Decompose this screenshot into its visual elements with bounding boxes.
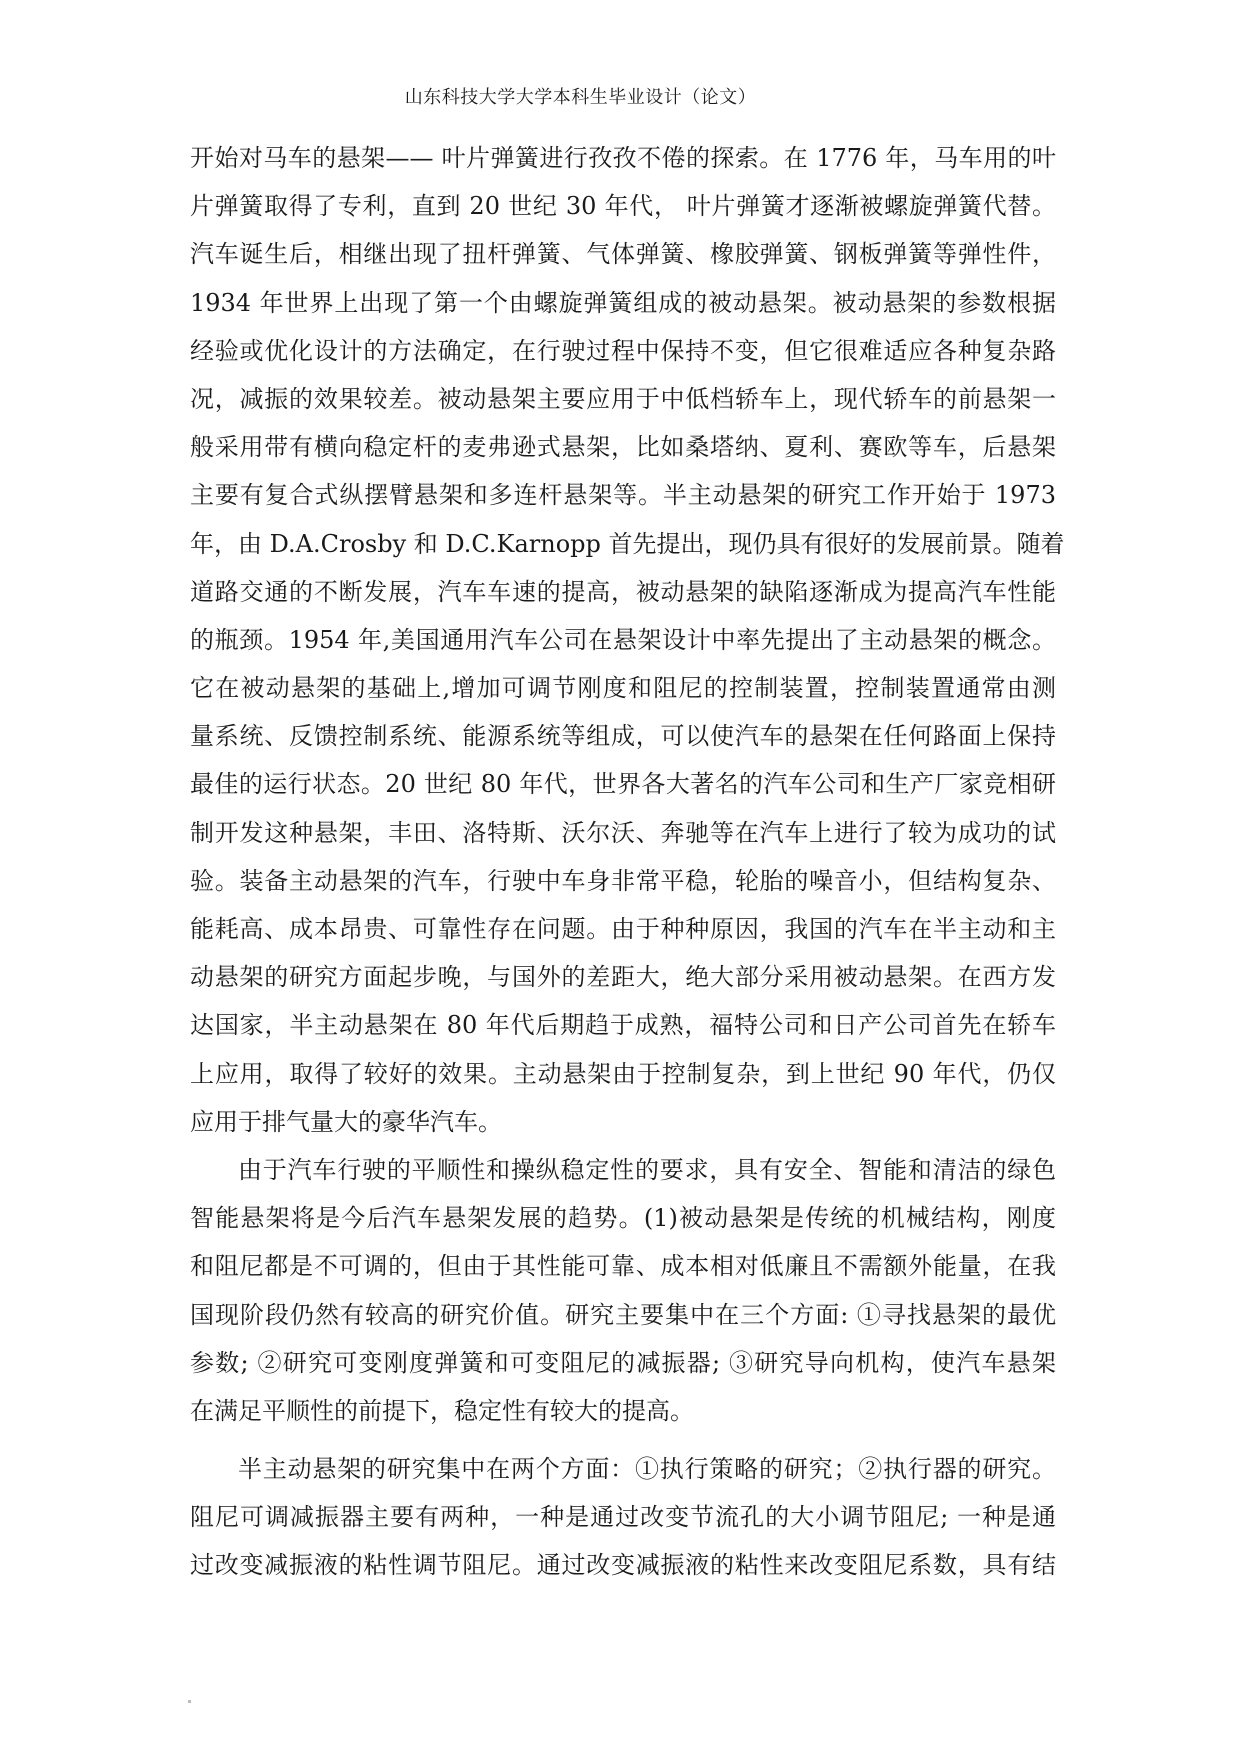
text-line: 由于汽车行驶的平顺性和操纵稳定性的要求，具有安全、智能和清洁的绿色: [238, 1155, 1056, 1184]
paragraph-3: [190, 1445, 1056, 1590]
text-line: 经验或优化设计的方法确定，在行驶过程中保持不变，但它很难适应各种复杂路: [190, 336, 1056, 365]
text-line: 阻尼可调减振器主要有两种，一种是通过改变节流孔的大小调节阻尼; 一种是通: [190, 1503, 1056, 1532]
text-line: 在满足平顺性的前提下，稳定性有较大的提高。: [190, 1396, 694, 1425]
paragraph-1: [190, 134, 1065, 1146]
margin-mark: [188, 1700, 191, 1703]
running-header: [0, 86, 1241, 110]
text-line: 半主动悬架的研究集中在两个方面：①执行策略的研究；②执行器的研究。: [238, 1455, 1056, 1484]
text-line: 参数; ②研究可变刚度弹簧和可变阻尼的减振器; ③研究导向机构，使汽车悬架: [190, 1348, 1056, 1377]
text-line: 开始对马车的悬架—— 叶片弹簧进行孜孜不倦的探索。在 1776 年，马车用的叶: [190, 144, 1056, 172]
text-line: 国现阶段仍然有较高的研究价值。研究主要集中在三个方面: ①寻找悬架的最优: [190, 1300, 1056, 1329]
text-line: 过改变减振液的粘性调节阻尼。通过改变减振液的粘性来改变阻尼系数，具有结: [190, 1551, 1056, 1580]
text-line: 制开发这种悬架，丰田、洛特斯、沃尔沃、奔驰等在汽车上进行了较为成功的试: [190, 818, 1056, 847]
paragraph-gap: [190, 1435, 1056, 1445]
paragraph-2: [190, 1146, 1056, 1435]
text-line: 最佳的运行状态。20 世纪 80 年代，世界各大著名的汽车公司和生产厂家竞相研: [190, 770, 1056, 799]
text-line: 的瓶颈。1954 年,美国通用汽车公司在悬架设计中率先提出了主动悬架的概念。: [190, 625, 1056, 654]
text-line: 和阻尼都是不可调的，但由于其性能可靠、成本相对低廉且不需额外能量，在我: [190, 1252, 1056, 1281]
text-line: 主要有复合式纵摆臂悬架和多连杆悬架等。半主动悬架的研究工作开始于 1973: [190, 481, 1056, 510]
text-line: 况，减振的效果较差。被动悬架主要应用于中低档轿车上，现代轿车的前悬架一: [190, 384, 1056, 413]
text-line: 道路交通的不断发展，汽车车速的提高，被动悬架的缺陷逐渐成为提高汽车性能: [190, 577, 1056, 606]
text-line: 上应用，取得了较好的效果。主动悬架由于控制复杂，到上世纪 90 年代，仍仅: [190, 1059, 1056, 1088]
text-line: 智能悬架将是今后汽车悬架发展的趋势。(1)被动悬架是传统的机械结构，刚度: [190, 1204, 1056, 1233]
text-line: 应用于排气量大的豪华汽车。: [190, 1107, 502, 1136]
text-line: 般采用带有横向稳定杆的麦弗逊式悬架，比如桑塔纳、夏利、赛欧等车，后悬架: [190, 433, 1056, 462]
text-line: 年，由 D.A.Crosby 和 D.C.Karnopp 首先提出，现仍具有很好的发展前景。随着: [190, 529, 1065, 558]
text-line: 达国家，半主动悬架在 80 年代后期趋于成熟，福特公司和日产公司首先在轿车: [190, 1011, 1056, 1040]
text-line: 量系统、反馈控制系统、能源系统等组成，可以使汽车的悬架在任何路面上保持: [190, 722, 1056, 751]
text-line: 片弹簧取得了专利，直到 20 世纪 30 年代， 叶片弹簧才逐渐被螺旋弹簧代替。: [190, 192, 1056, 221]
text-line: 它在被动悬架的基础上,增加可调节刚度和阻尼的控制装置，控制装置通常由测: [190, 674, 1056, 703]
text-line: 能耗高、成本昂贵、可靠性存在问题。由于种种原因，我国的汽车在半主动和主: [190, 915, 1056, 943]
header-title: 山东科技大学大学本科生毕业设计（论文）: [404, 87, 757, 108]
text-line: 汽车诞生后，相继出现了扭杆弹簧、气体弹簧、橡胶弹簧、钢板弹簧等弹性件，: [190, 240, 1056, 269]
text-line: 1934 年世界上出现了第一个由螺旋弹簧组成的被动悬架。被动悬架的参数根据: [190, 288, 1056, 317]
text-line: 动悬架的研究方面起步晚，与国外的差距大，绝大部分采用被动悬架。在西方发: [190, 963, 1056, 992]
body-text: [190, 134, 1065, 1590]
text-line: 验。装备主动悬架的汽车，行驶中车身非常平稳，轮胎的噪音小，但结构复杂、: [190, 866, 1056, 895]
